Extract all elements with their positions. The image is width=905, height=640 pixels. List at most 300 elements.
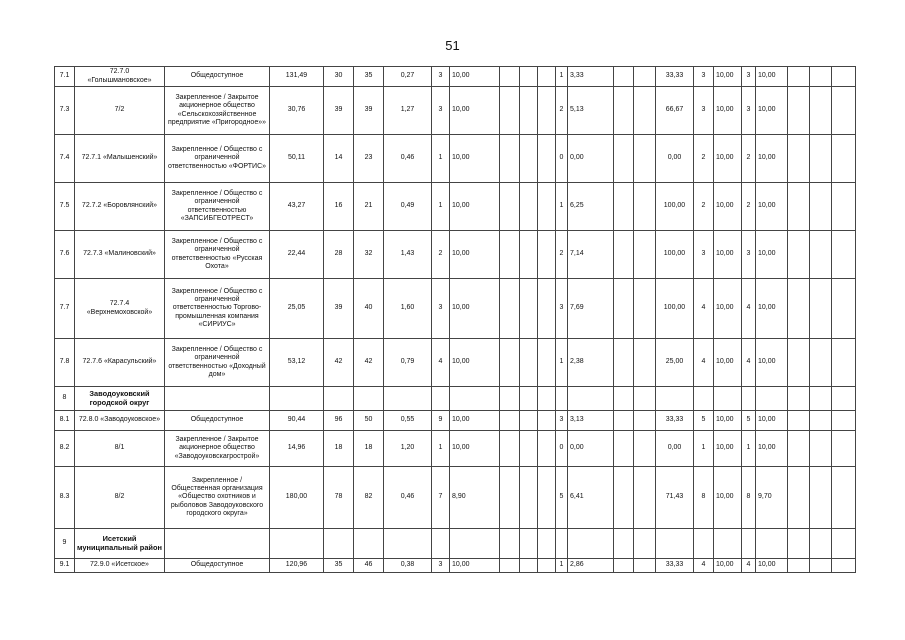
table-row <box>55 67 856 87</box>
table-cell: 10,00 <box>714 339 742 387</box>
table-cell <box>832 467 856 529</box>
table-cell: 9,70 <box>756 467 788 529</box>
table-cell: 3 <box>432 559 450 573</box>
table-cell: 1 <box>432 135 450 183</box>
table-cell: 10,00 <box>756 279 788 339</box>
table-cell: 39 <box>324 279 354 339</box>
table-cell: 2 <box>694 135 714 183</box>
table-cell: 10,00 <box>756 183 788 231</box>
table-cell <box>810 279 832 339</box>
table-cell: 10,00 <box>756 559 788 573</box>
table-cell: 4 <box>742 559 756 573</box>
table-cell <box>500 411 520 431</box>
table-cell: 7.8 <box>55 339 75 387</box>
table-cell: 10,00 <box>756 135 788 183</box>
table-cell: Общедоступное <box>165 411 270 431</box>
table-cell: 4 <box>432 339 450 387</box>
table-cell: 10,00 <box>756 87 788 135</box>
table-cell <box>788 339 810 387</box>
table-cell: 25,05 <box>270 279 324 339</box>
table-cell <box>788 559 810 573</box>
table-cell <box>614 87 634 135</box>
table-cell: 72.7.2 «Боровлянский» <box>75 183 165 231</box>
table-cell <box>788 67 810 87</box>
table-cell: 0,46 <box>384 135 432 183</box>
table-row <box>55 339 856 387</box>
table-cell: 7.6 <box>55 231 75 279</box>
table-cell <box>788 183 810 231</box>
table-cell <box>270 387 324 411</box>
table-cell: 0,49 <box>384 183 432 231</box>
table-cell <box>165 387 270 411</box>
table-cell: 5 <box>694 411 714 431</box>
table-cell: 0,46 <box>384 467 432 529</box>
table-cell <box>614 279 634 339</box>
table-cell: 23 <box>354 135 384 183</box>
table-cell: 10,00 <box>714 411 742 431</box>
table-cell: 32 <box>354 231 384 279</box>
table-cell: Исетский муниципальный район <box>75 529 165 559</box>
table-cell <box>832 387 856 411</box>
table-cell: Закрепленное / Общество с ограниченной ответственностью «Русская Охота» <box>165 231 270 279</box>
table-cell: 0 <box>556 135 568 183</box>
table-cell <box>432 529 450 559</box>
table-cell: 9 <box>432 411 450 431</box>
table-cell <box>788 411 810 431</box>
table-cell <box>538 559 556 573</box>
table-cell: 72.8.0 «Заводоуковское» <box>75 411 165 431</box>
table-cell <box>832 529 856 559</box>
table-cell: 10,00 <box>714 87 742 135</box>
table-cell <box>538 231 556 279</box>
table-cell <box>788 467 810 529</box>
table-cell: 18 <box>354 431 384 467</box>
table-cell: 2 <box>694 183 714 231</box>
table-cell: 8.3 <box>55 467 75 529</box>
table-cell: 7/2 <box>75 87 165 135</box>
table-cell <box>634 67 656 87</box>
table-cell: 14 <box>324 135 354 183</box>
table-cell: 10,00 <box>714 183 742 231</box>
table-cell: 33,33 <box>656 411 694 431</box>
table-cell: 10,00 <box>756 411 788 431</box>
table-cell <box>788 87 810 135</box>
table-cell: 28 <box>324 231 354 279</box>
table-cell <box>520 467 538 529</box>
hunting-grounds-table <box>54 66 856 573</box>
table-cell <box>656 529 694 559</box>
table-cell <box>634 431 656 467</box>
table-cell: 2 <box>742 135 756 183</box>
table-row <box>55 411 856 431</box>
table-cell: 10,00 <box>714 231 742 279</box>
table-cell: 10,00 <box>756 431 788 467</box>
table-cell <box>614 559 634 573</box>
table-cell: 10,00 <box>714 67 742 87</box>
table-cell: 7.1 <box>55 67 75 87</box>
table-cell <box>742 529 756 559</box>
page-number: 51 <box>445 38 460 53</box>
table-cell: 10,00 <box>450 279 500 339</box>
table-cell <box>500 279 520 339</box>
table-cell: 71,43 <box>656 467 694 529</box>
table-cell: 33,33 <box>656 559 694 573</box>
table-cell: 6,41 <box>568 467 614 529</box>
table-cell <box>634 183 656 231</box>
table-cell <box>810 339 832 387</box>
table-cell: Общедоступное <box>165 67 270 87</box>
table-cell <box>614 231 634 279</box>
table-cell: 8 <box>694 467 714 529</box>
table-cell <box>568 387 614 411</box>
table-cell <box>500 559 520 573</box>
table-row <box>55 559 856 573</box>
table-cell <box>634 387 656 411</box>
table-cell <box>634 231 656 279</box>
table-cell <box>634 339 656 387</box>
table-cell: 3 <box>432 279 450 339</box>
table-cell: 1,20 <box>384 431 432 467</box>
table-cell <box>810 467 832 529</box>
table-cell <box>614 339 634 387</box>
table-cell: 3 <box>742 231 756 279</box>
table-cell: 120,96 <box>270 559 324 573</box>
table-cell <box>810 387 832 411</box>
table-cell <box>810 411 832 431</box>
table-cell <box>520 559 538 573</box>
table-cell <box>520 411 538 431</box>
table-cell <box>634 529 656 559</box>
table-cell <box>810 87 832 135</box>
table-cell: 8 <box>742 467 756 529</box>
table-cell <box>520 339 538 387</box>
table-cell: Заводоуковский городской округ <box>75 387 165 411</box>
table-cell: 66,67 <box>656 87 694 135</box>
table-row <box>55 431 856 467</box>
table-cell <box>788 529 810 559</box>
table-cell: 0,79 <box>384 339 432 387</box>
table-cell: 33,33 <box>656 67 694 87</box>
table-cell <box>832 135 856 183</box>
table-cell <box>714 387 742 411</box>
table-cell <box>556 529 568 559</box>
table-cell: 18 <box>324 431 354 467</box>
table-cell: 16 <box>324 183 354 231</box>
table-cell: 180,00 <box>270 467 324 529</box>
table-cell: 82 <box>354 467 384 529</box>
table-cell <box>520 231 538 279</box>
table-cell <box>810 431 832 467</box>
table-cell <box>384 529 432 559</box>
table-cell: 10,00 <box>450 183 500 231</box>
table-cell: 35 <box>324 559 354 573</box>
table-row <box>55 387 856 411</box>
table-cell <box>742 387 756 411</box>
table-cell: 72.7.4 «Верхнемоховской» <box>75 279 165 339</box>
table-cell <box>694 529 714 559</box>
table-cell: 6,25 <box>568 183 614 231</box>
table-cell <box>810 67 832 87</box>
table-cell: 0,00 <box>656 135 694 183</box>
table-cell: 72.7.1 «Малышенский» <box>75 135 165 183</box>
table-cell <box>788 135 810 183</box>
table-cell <box>165 529 270 559</box>
table-cell: 22,44 <box>270 231 324 279</box>
table-cell: 3 <box>432 87 450 135</box>
table-cell: 42 <box>324 339 354 387</box>
table-cell: 0,27 <box>384 67 432 87</box>
table-cell: 100,00 <box>656 183 694 231</box>
table-cell: 10,00 <box>714 431 742 467</box>
table-cell: 78 <box>324 467 354 529</box>
table-row <box>55 87 856 135</box>
table-cell <box>614 411 634 431</box>
table-cell: Закрепленное / Общество с ограниченной ответственностью «ЗАПСИБГЕОТРЕСТ» <box>165 183 270 231</box>
table-cell: 100,00 <box>656 231 694 279</box>
table-cell: 72.7.6 «Карасульский» <box>75 339 165 387</box>
table-cell: 2,38 <box>568 339 614 387</box>
table-row <box>55 231 856 279</box>
table-cell: 4 <box>694 559 714 573</box>
table-cell <box>614 467 634 529</box>
table-cell: 10,00 <box>450 411 500 431</box>
table-cell <box>500 135 520 183</box>
table-cell <box>538 411 556 431</box>
table-cell <box>354 529 384 559</box>
table-cell: 7.3 <box>55 87 75 135</box>
table-cell: 2,86 <box>568 559 614 573</box>
table-cell: 5 <box>556 467 568 529</box>
table-cell: 4 <box>694 339 714 387</box>
table-cell: 3,13 <box>568 411 614 431</box>
table-cell: 10,00 <box>450 87 500 135</box>
table-cell: 3 <box>694 67 714 87</box>
table-cell: 10,00 <box>756 339 788 387</box>
table-cell: 7.4 <box>55 135 75 183</box>
table-cell: 1 <box>556 559 568 573</box>
table-cell <box>810 559 832 573</box>
table-cell <box>756 387 788 411</box>
table-cell <box>520 183 538 231</box>
table-cell: 4 <box>742 279 756 339</box>
table-cell <box>538 339 556 387</box>
table-cell <box>520 431 538 467</box>
table-cell <box>810 231 832 279</box>
table-cell: 5 <box>742 411 756 431</box>
table-cell <box>614 431 634 467</box>
table-cell <box>538 135 556 183</box>
table-cell: 1 <box>556 183 568 231</box>
table-cell: 3 <box>694 87 714 135</box>
table-cell: 43,27 <box>270 183 324 231</box>
table-cell <box>500 183 520 231</box>
table-cell: 8.1 <box>55 411 75 431</box>
table-cell: 0,00 <box>568 135 614 183</box>
table-row <box>55 135 856 183</box>
table-cell: 8/2 <box>75 467 165 529</box>
table-cell: 3 <box>742 87 756 135</box>
table-cell <box>538 183 556 231</box>
table-cell <box>832 559 856 573</box>
table-cell: 10,00 <box>450 231 500 279</box>
table-cell: Закрепленное / Закрытое акционерное общество «Сельскохозяйственное предприятие «Пригородное»» <box>165 87 270 135</box>
table-cell <box>538 431 556 467</box>
table-cell <box>614 529 634 559</box>
table-cell: Закрепленное / Закрытое акционерное общество «Заводоуковскагрострой» <box>165 431 270 467</box>
table-cell <box>520 67 538 87</box>
table-cell: 10,00 <box>756 67 788 87</box>
table-cell: 0,55 <box>384 411 432 431</box>
table-cell <box>634 279 656 339</box>
table-cell: 3 <box>556 411 568 431</box>
table-cell: Закрепленное / Общественная организация «Общество охотников и рыболовов Заводоуковского городского округа» <box>165 467 270 529</box>
table-cell: 2 <box>432 231 450 279</box>
table-cell <box>556 387 568 411</box>
table-cell: 7,69 <box>568 279 614 339</box>
table-cell <box>520 529 538 559</box>
table-cell <box>500 387 520 411</box>
table-cell: Закрепленное / Общество с ограниченной ответственностью «ФОРТИС» <box>165 135 270 183</box>
table-cell <box>520 279 538 339</box>
table-cell: 9.1 <box>55 559 75 573</box>
table-cell: 39 <box>354 87 384 135</box>
table-cell: 30,76 <box>270 87 324 135</box>
table-cell <box>270 529 324 559</box>
table-cell: 30 <box>324 67 354 87</box>
table-cell <box>788 431 810 467</box>
table-cell <box>500 431 520 467</box>
table-cell <box>324 529 354 559</box>
table-cell: Закрепленное / Общество с ограниченной ответственностью Торгово-промышленная компания «СИРИУС» <box>165 279 270 339</box>
table-cell <box>538 529 556 559</box>
table-cell <box>656 387 694 411</box>
table-cell <box>538 67 556 87</box>
table-cell: 10,00 <box>756 231 788 279</box>
table-cell <box>354 387 384 411</box>
table-cell: 4 <box>742 339 756 387</box>
table-cell: 0,38 <box>384 559 432 573</box>
table-cell <box>714 529 742 559</box>
table-cell: 2 <box>742 183 756 231</box>
table-cell <box>832 67 856 87</box>
table-cell <box>634 411 656 431</box>
table-cell: 50,11 <box>270 135 324 183</box>
table-cell <box>500 67 520 87</box>
table-cell: 1 <box>742 431 756 467</box>
table-cell: 1,43 <box>384 231 432 279</box>
table-cell <box>832 411 856 431</box>
table-cell <box>832 183 856 231</box>
table-cell: 7,14 <box>568 231 614 279</box>
table-cell <box>634 467 656 529</box>
table-cell: 10,00 <box>714 559 742 573</box>
table-cell: 3 <box>742 67 756 87</box>
table-cell: 131,49 <box>270 67 324 87</box>
table-cell: 7.5 <box>55 183 75 231</box>
table-cell: 39 <box>324 87 354 135</box>
table-cell <box>538 87 556 135</box>
table-cell: Общедоступное <box>165 559 270 573</box>
table-cell: 7.7 <box>55 279 75 339</box>
table-cell <box>520 387 538 411</box>
table-cell <box>614 387 634 411</box>
table-cell <box>614 183 634 231</box>
table-cell: 0,00 <box>568 431 614 467</box>
table-cell <box>756 529 788 559</box>
table-cell: 10,00 <box>450 135 500 183</box>
table-cell <box>500 467 520 529</box>
table-cell: 10,00 <box>450 67 500 87</box>
table-cell: Закрепленное / Общество с ограниченной ответственностью «Доходный дом» <box>165 339 270 387</box>
table-cell <box>788 231 810 279</box>
table-cell: 100,00 <box>656 279 694 339</box>
table-cell: 72.7.3 «Малиновский» <box>75 231 165 279</box>
table-cell: 1 <box>432 183 450 231</box>
table-cell: 10,00 <box>450 431 500 467</box>
table-cell <box>810 183 832 231</box>
table-cell <box>520 87 538 135</box>
table-cell: 1,27 <box>384 87 432 135</box>
table-cell <box>788 387 810 411</box>
table-cell <box>634 135 656 183</box>
table-cell: 14,96 <box>270 431 324 467</box>
table-cell: 8 <box>55 387 75 411</box>
table-cell: 90,44 <box>270 411 324 431</box>
table-cell: 8.2 <box>55 431 75 467</box>
table-cell: 96 <box>324 411 354 431</box>
table-cell: 35 <box>354 67 384 87</box>
table-cell <box>500 231 520 279</box>
table-cell: 46 <box>354 559 384 573</box>
table-cell: 8/1 <box>75 431 165 467</box>
table-row <box>55 467 856 529</box>
table-cell: 10,00 <box>714 279 742 339</box>
table-cell <box>520 135 538 183</box>
table-cell: 3,33 <box>568 67 614 87</box>
table-cell <box>810 529 832 559</box>
table-cell: 25,00 <box>656 339 694 387</box>
table-cell: 40 <box>354 279 384 339</box>
table-cell: 9 <box>55 529 75 559</box>
table-cell <box>500 529 520 559</box>
table-cell <box>788 279 810 339</box>
table-cell: 53,12 <box>270 339 324 387</box>
table-cell: 72.9.0 «Исетское» <box>75 559 165 573</box>
table-cell <box>450 387 500 411</box>
table-cell <box>538 279 556 339</box>
table-cell <box>450 529 500 559</box>
table-row <box>55 183 856 231</box>
table-cell <box>500 339 520 387</box>
table-cell: 1 <box>432 431 450 467</box>
table-cell <box>694 387 714 411</box>
table-cell: 3 <box>432 67 450 87</box>
table-cell: 42 <box>354 339 384 387</box>
table-cell: 10,00 <box>714 467 742 529</box>
table-cell <box>832 279 856 339</box>
table-row <box>55 529 856 559</box>
table-cell <box>538 467 556 529</box>
table-cell <box>832 339 856 387</box>
table-cell: 4 <box>694 279 714 339</box>
table-cell: 0,00 <box>656 431 694 467</box>
table-cell <box>614 67 634 87</box>
table-cell <box>832 431 856 467</box>
table-cell: 10,00 <box>714 135 742 183</box>
table-cell: 21 <box>354 183 384 231</box>
table-cell: 3 <box>694 231 714 279</box>
table-cell <box>832 231 856 279</box>
